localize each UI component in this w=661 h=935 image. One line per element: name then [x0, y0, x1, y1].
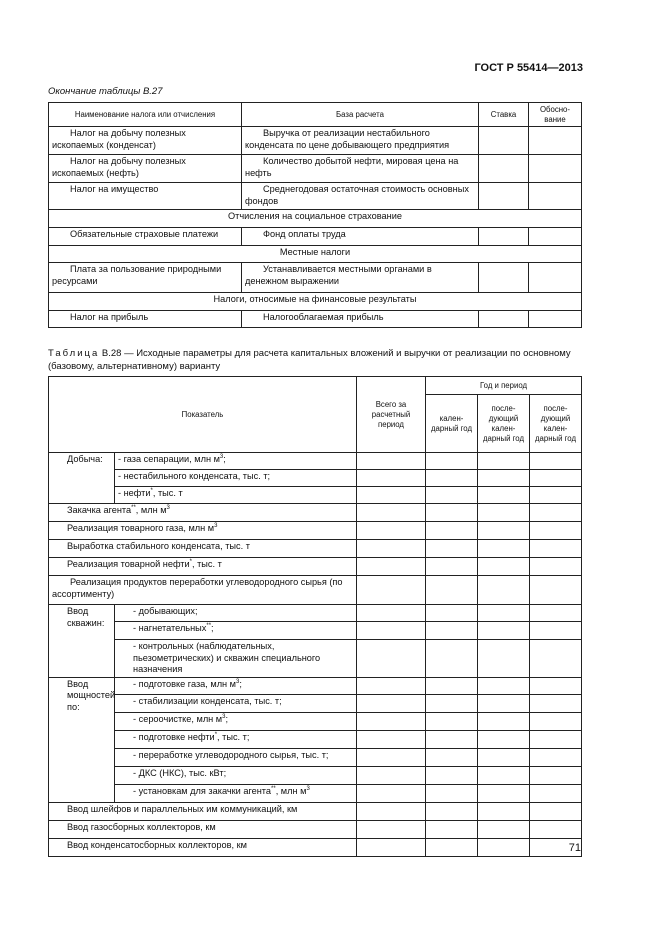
row-label: Выработка стабильного конденсата, тыс. т	[49, 540, 357, 558]
row-label: - подготовке нефти*, тыс. т;	[115, 730, 357, 748]
page-number: 71	[568, 842, 581, 854]
tax-name: Обязательные страховые платежи	[49, 228, 242, 246]
row-label: Ввод шлейфов и параллельных им коммуникаций, км	[49, 802, 357, 820]
table-row	[49, 540, 582, 558]
row-label: Реализация товарного газа, млн $м^3$	[49, 522, 357, 540]
table-row	[49, 183, 582, 210]
row-label: - нагнетательных**;	[115, 622, 357, 640]
table-row	[49, 522, 582, 540]
table-caption	[48, 348, 584, 373]
table-row	[49, 622, 582, 640]
table-row	[49, 712, 582, 730]
row-label: - газа сепарации, млн $м^3$;	[115, 453, 357, 470]
table-row	[49, 820, 582, 838]
tax-table	[48, 102, 582, 328]
col-header-tax: Наименование налога или отчисления	[49, 103, 242, 127]
col-header-calendar-year: кален-дарный год	[426, 395, 478, 453]
caption-text: В.28 — Исходные параметры для расчета капитальных вложений и выручки от реализации по основному (базовому, альтернативному) варианту	[48, 348, 571, 372]
table-row	[49, 838, 582, 856]
row-label: - нефти*, тыс. т	[115, 487, 357, 504]
row-label: - сероочистке, млн $м^3$;	[115, 712, 357, 730]
standard-number: ГОСТ Р 55414—2013	[474, 62, 583, 74]
tax-base: Налогооблагаемая прибыль	[242, 311, 479, 328]
section-row	[49, 246, 582, 263]
table-row	[49, 730, 582, 748]
table-row	[49, 453, 582, 470]
row-label: - ДКС (НКС), тыс. кВт;	[115, 766, 357, 784]
table-row	[49, 311, 582, 328]
tax-base: Среднегодовая остаточная стоимость основных фондов	[242, 183, 479, 210]
col-header-year-period: Год и период	[426, 377, 582, 395]
col-header-justification: Обосно-вание	[529, 103, 582, 127]
group-label: Добыча:	[49, 453, 115, 504]
table-row	[49, 470, 582, 487]
section-row	[49, 210, 582, 228]
row-label: - переработке углеводородного сырья, тыс. т;	[115, 748, 357, 766]
tax-base: Фонд оплаты труда	[242, 228, 479, 246]
table-continuation-title: Окончание таблицы В.27	[48, 86, 163, 97]
section-row	[49, 293, 582, 311]
group-label: Ввод скважин:	[49, 605, 115, 678]
col-header-indicator: Показатель	[49, 377, 357, 453]
table-row	[49, 576, 582, 605]
table-row	[49, 605, 582, 622]
row-label: - добывающих;	[115, 605, 357, 622]
col-header-next-year-2: после-дующий кален-дарный год	[530, 395, 582, 453]
table-row	[49, 694, 582, 712]
col-header-base: База расчета	[242, 103, 479, 127]
tax-base: Устанавливается местными органами в денежном выражении	[242, 263, 479, 293]
table-row	[49, 677, 582, 694]
table-row	[49, 263, 582, 293]
row-label: Реализация товарной нефти*, тыс. т	[49, 558, 357, 576]
section-title: Налоги, относимые на финансовые результаты	[49, 293, 582, 311]
row-label: - контрольных (наблюдательных, пьезометрических) и скважин специального назначения	[115, 640, 357, 678]
col-header-total: Всего за расчетный период	[357, 377, 426, 453]
col-header-rate: Ставка	[479, 103, 529, 127]
section-title: Отчисления на социальное страхование	[49, 210, 582, 228]
row-label: Реализация продуктов переработки углеводородного сырья (по ассортименту)	[49, 576, 357, 605]
table-row	[49, 802, 582, 820]
tax-name: Плата за пользование природными ресурсами	[49, 263, 242, 293]
row-label: Закачка агента**, млн $м^3$	[49, 504, 357, 522]
row-label: - стабилизации конденсата, тыс. т;	[115, 694, 357, 712]
row-label: Ввод конденсатосборных коллекторов, км	[49, 838, 357, 856]
tax-name: Налог на имущество	[49, 183, 242, 210]
col-header-next-year-1: после-дующий кален-дарный год	[478, 395, 530, 453]
table-row	[49, 640, 582, 678]
parameters-table	[48, 376, 582, 857]
table-row	[49, 748, 582, 766]
table-row	[49, 155, 582, 183]
tax-name: Налог на добычу полезных ископаемых (конденсат)	[49, 127, 242, 155]
tax-name: Налог на прибыль	[49, 311, 242, 328]
table-row	[49, 504, 582, 522]
caption-prefix: Таблица	[48, 348, 100, 359]
row-label: - подготовке газа, млн $м^3$;	[115, 677, 357, 694]
section-title: Местные налоги	[49, 246, 582, 263]
tax-name: Налог на добычу полезных ископаемых (нефть)	[49, 155, 242, 183]
row-label: - установкам для закачки агента**, млн $м^3$	[115, 784, 357, 802]
table-row	[49, 228, 582, 246]
table-row	[49, 487, 582, 504]
row-label: - нестабильного конденсата, тыс. т;	[115, 470, 357, 487]
tax-base: Количество добытой нефти, мировая цена на нефть	[242, 155, 479, 183]
group-label: Ввод мощностей по:	[49, 677, 115, 802]
tax-base: Выручка от реализации нестабильного конденсата по цене добывающего предприятия	[242, 127, 479, 155]
table-row	[49, 766, 582, 784]
table-row	[49, 784, 582, 802]
table-row	[49, 127, 582, 155]
row-label: Ввод газосборных коллекторов, км	[49, 820, 357, 838]
table-row	[49, 558, 582, 576]
